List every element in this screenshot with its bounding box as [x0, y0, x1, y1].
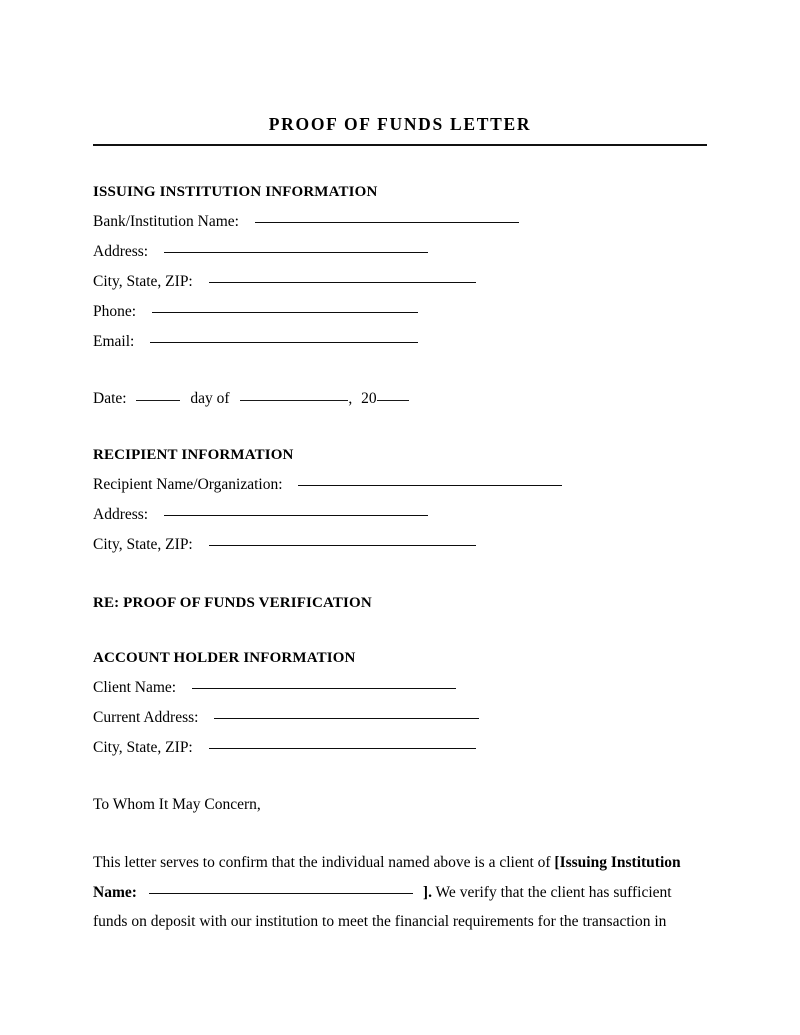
- field-label-institution-address: Address:: [93, 243, 149, 260]
- field-row-recipient-city-state-zip: [93, 535, 707, 555]
- field-row-current-address: [93, 708, 707, 728]
- field-input-current-address[interactable]: [214, 718, 479, 719]
- field-row-client-city-state-zip: [93, 738, 707, 758]
- date-month-input[interactable]: [240, 400, 348, 401]
- field-label-bank-name: Bank/Institution Name:: [93, 213, 239, 230]
- date-line-row: [93, 389, 707, 409]
- date-century-label: 20: [361, 390, 377, 407]
- date-year-input[interactable]: [377, 400, 409, 401]
- title-divider: [93, 144, 707, 146]
- date-label: Date:: [93, 390, 127, 407]
- field-input-recipient-address[interactable]: [164, 515, 428, 516]
- field-input-institution-phone[interactable]: [152, 312, 418, 313]
- field-input-recipient-name[interactable]: [298, 485, 562, 486]
- field-label-recipient-name: Recipient Name/Organization:: [93, 476, 283, 493]
- field-label-current-address: Current Address:: [93, 709, 199, 726]
- paragraph-text: [93, 848, 707, 937]
- section-issuing-institution: [93, 182, 707, 352]
- field-row-institution-phone: [93, 302, 707, 322]
- field-input-client-city-state-zip[interactable]: [209, 748, 476, 749]
- field-label-recipient-address: Address:: [93, 506, 149, 523]
- field-row-recipient-address: [93, 505, 707, 525]
- paragraph-trailing-text: We verify that the client has sufficient funds on deposit with our institution to meet the financial requirements for the transaction in: [93, 883, 672, 930]
- section-recipient: [93, 445, 707, 555]
- section-account-holder: [93, 648, 707, 758]
- paragraph-bracket-close: ].: [422, 883, 432, 901]
- field-input-bank-name[interactable]: [255, 222, 519, 223]
- field-label-institution-phone: Phone:: [93, 303, 137, 320]
- date-day-of-label: day of: [190, 390, 230, 407]
- field-row-institution-city-state-zip: [93, 272, 707, 292]
- field-label-institution-city-state-zip: City, State, ZIP:: [93, 273, 193, 290]
- field-row-institution-address: [93, 242, 707, 262]
- field-input-institution-email[interactable]: [150, 342, 418, 343]
- field-row-bank-name: [93, 212, 707, 232]
- field-row-recipient-name: [93, 475, 707, 495]
- field-row-institution-email: [93, 332, 707, 352]
- paragraph-bracket-open: [Issuing Institution Name:: [93, 854, 681, 901]
- date-day-input[interactable]: [136, 400, 180, 401]
- letter-paragraph: [93, 848, 707, 937]
- paragraph-lead-text: This letter serves to confirm that the individual named above is a client of: [93, 854, 555, 871]
- date-comma: ,: [348, 390, 353, 407]
- paragraph-institution-name-input[interactable]: [149, 893, 413, 894]
- page-title: PROOF OF FUNDS LETTER: [268, 114, 532, 134]
- field-label-institution-email: Email:: [93, 333, 135, 350]
- date-line: [93, 389, 707, 409]
- section-heading-recipient: RECIPIENT INFORMATION: [93, 447, 294, 463]
- field-input-institution-address[interactable]: [164, 252, 428, 253]
- section-heading-account-holder: ACCOUNT HOLDER INFORMATION: [93, 650, 356, 666]
- salutation: To Whom It May Concern,: [93, 796, 261, 813]
- field-input-recipient-city-state-zip[interactable]: [209, 545, 476, 546]
- field-label-recipient-city-state-zip: City, State, ZIP:: [93, 536, 193, 553]
- subject-line: RE: PROOF OF FUNDS VERIFICATION: [93, 595, 372, 611]
- letter-body: [93, 795, 707, 815]
- field-label-client-city-state-zip: City, State, ZIP:: [93, 739, 193, 756]
- section-subject: [93, 593, 707, 613]
- section-heading-issuing-institution: ISSUING INSTITUTION INFORMATION: [93, 184, 378, 200]
- field-input-institution-city-state-zip[interactable]: [209, 282, 476, 283]
- field-label-client-name: Client Name:: [93, 679, 177, 696]
- field-row-client-name: [93, 678, 707, 698]
- field-input-client-name[interactable]: [192, 688, 456, 689]
